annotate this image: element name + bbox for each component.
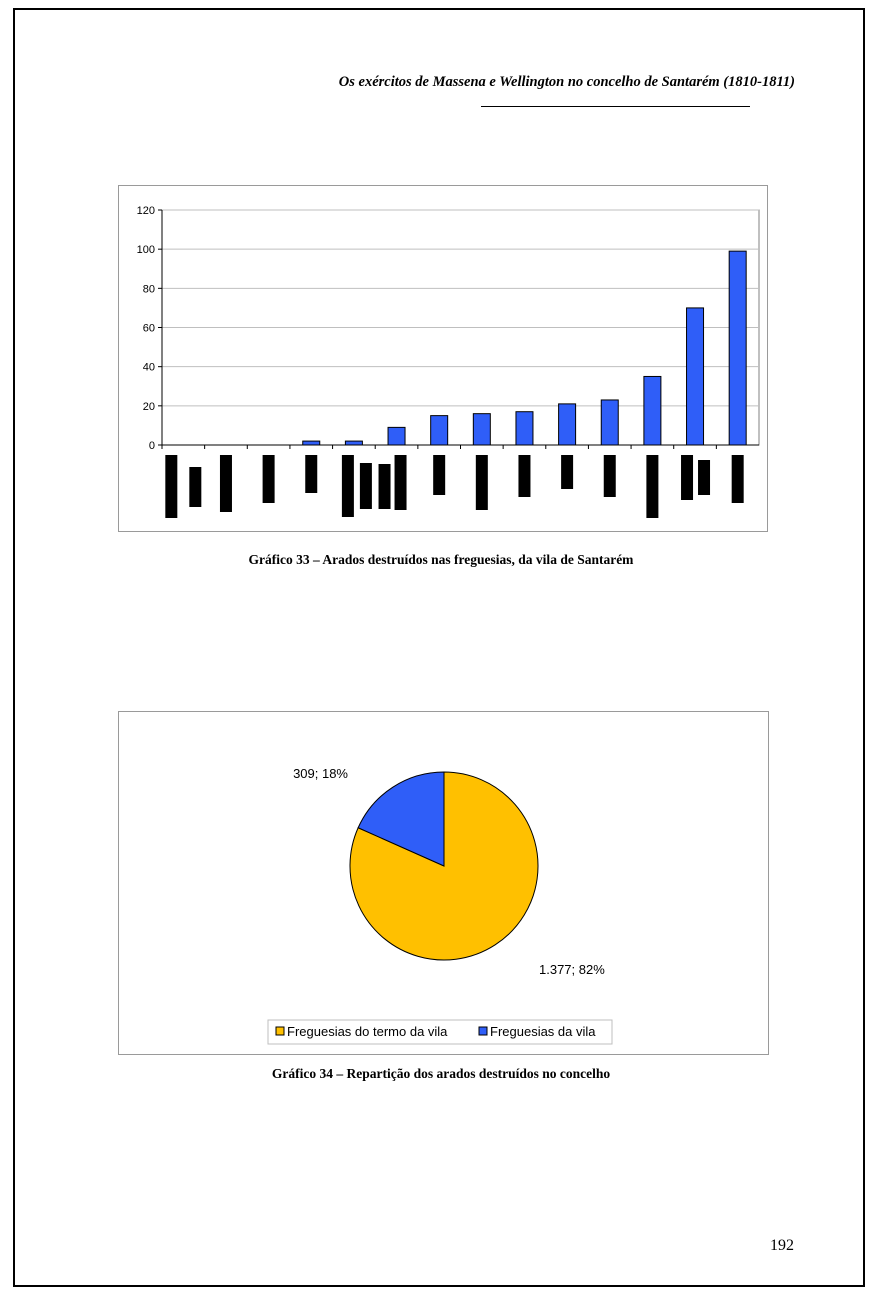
legend-swatch-1: [276, 1027, 284, 1035]
running-header-title: Os exércitos de Massena e Wellington no concelho de Santarém (1810-1811): [338, 74, 795, 90]
redacted-category-label: [220, 455, 232, 512]
pie-chart-frame: [118, 711, 769, 1055]
y-tick-label: 100: [136, 244, 155, 257]
redacted-category-label: [165, 455, 177, 518]
bar-9: [516, 412, 533, 445]
legend-swatch-2: [479, 1027, 487, 1035]
y-tick-label: 120: [136, 205, 155, 217]
redacted-category-label: [698, 460, 710, 495]
bar-4: [303, 441, 320, 445]
redacted-category-label: [379, 464, 391, 509]
y-tick-label: 40: [142, 361, 155, 374]
redacted-category-label: [561, 455, 573, 489]
redacted-category-label: [189, 467, 201, 507]
caption-chart-33: Gráfico 33 – Arados destruídos nas freguesias, da vila de Santarém: [248, 552, 634, 567]
legend-label: Freguesias do termo da vila: [287, 1024, 448, 1039]
bar-13: [687, 308, 704, 445]
redacted-category-label: [646, 455, 658, 518]
redacted-category-label: [360, 463, 372, 509]
page-number: 192: [770, 1237, 794, 1254]
redacted-category-label: [433, 455, 445, 495]
redacted-category-label: [604, 455, 616, 497]
bar-8: [473, 414, 490, 445]
redacted-category-label: [342, 455, 354, 517]
bar-6: [388, 427, 405, 445]
bar-chart: [119, 186, 769, 533]
bar-12: [644, 376, 661, 445]
bar-11: [601, 400, 618, 445]
caption-chart-34: Gráfico 34 – Repartição dos arados destruídos no concelho: [271, 1066, 611, 1081]
bar-10: [559, 404, 576, 445]
y-tick-label: 20: [142, 400, 155, 413]
redacted-category-label: [476, 455, 488, 510]
bar-7: [431, 416, 448, 445]
y-tick-label: 0: [148, 440, 155, 452]
y-tick-label: 60: [142, 322, 155, 335]
redacted-category-label: [305, 455, 317, 493]
header-rule: [481, 106, 750, 107]
bar-chart-frame: [118, 185, 768, 532]
bar-14: [729, 251, 746, 445]
redacted-category-label: [263, 455, 275, 503]
bar-5: [345, 441, 362, 445]
legend-label: Freguesias da vila: [490, 1024, 596, 1039]
redacted-category-label: [732, 455, 744, 503]
pie-chart: [119, 712, 770, 1056]
redacted-category-label: [681, 455, 693, 500]
redacted-category-label: [518, 455, 530, 497]
pie-slice-label: 309; 18%: [293, 766, 348, 781]
y-tick-label: 80: [142, 283, 155, 296]
pie-slice-label: 1.377; 82%: [539, 962, 605, 977]
redacted-category-label: [395, 455, 407, 510]
